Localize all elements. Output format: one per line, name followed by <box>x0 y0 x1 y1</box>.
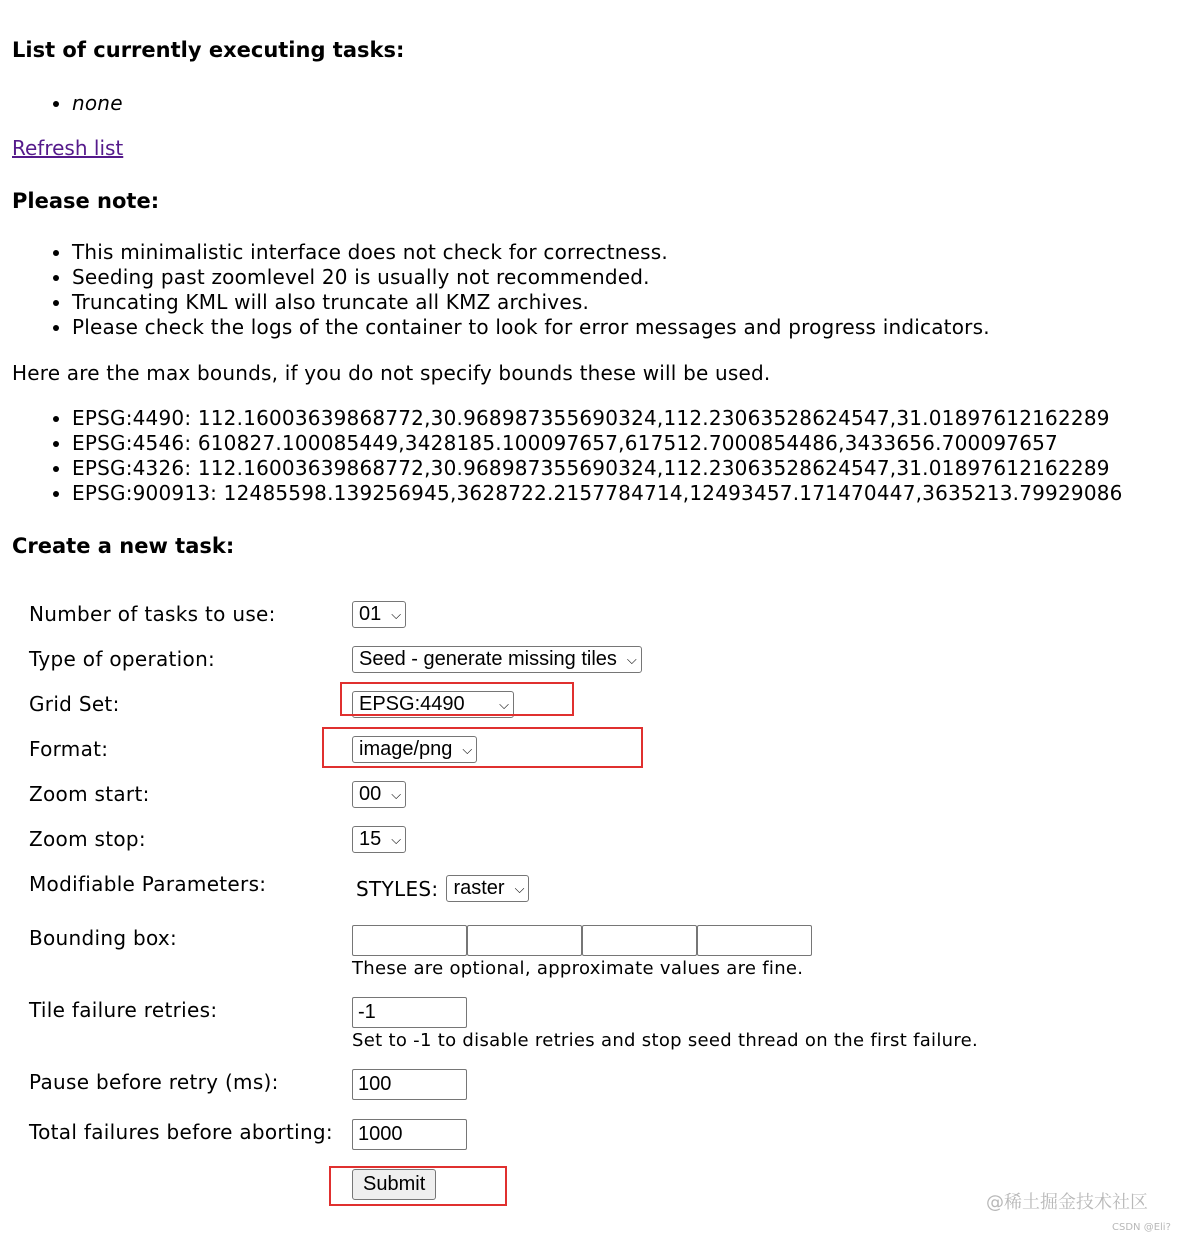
format-value: image/png <box>359 738 453 760</box>
format-label: Format: <box>29 737 109 761</box>
bbox-hint: These are optional, approximate values are fine. <box>352 958 804 979</box>
chevron-down-icon: ⌵ <box>391 831 402 847</box>
pause-input[interactable]: 100 <box>352 1069 467 1100</box>
gridset-value: EPSG:4490 <box>359 693 465 715</box>
bbox-label: Bounding box: <box>29 926 178 950</box>
submit-button[interactable]: Submit <box>352 1169 436 1200</box>
chevron-down-icon: ⌵ <box>391 606 402 622</box>
styles-select[interactable] <box>446 875 529 902</box>
zoom-start-label: Zoom start: <box>29 782 150 806</box>
styles-value: raster <box>453 877 505 899</box>
chevron-down-icon: ⌵ <box>626 651 637 667</box>
zoom-start-select[interactable] <box>352 781 406 808</box>
list-item: • Please check the logs of the container to look for error messages and progress indicators. <box>72 315 990 340</box>
create-heading: Create a new task: <box>12 534 235 558</box>
zoom-stop-value: 15 <box>359 828 382 850</box>
retries-label: Tile failure retries: <box>29 998 218 1022</box>
chevron-down-icon: ⌵ <box>499 696 509 712</box>
styles-label: STYLES: <box>356 876 439 901</box>
chevron-down-icon: ⌵ <box>514 880 525 896</box>
chevron-down-icon: ⌵ <box>391 786 402 802</box>
list-item: • EPSG:4546: 610827.100085449,3428185.100097657,617512.7000854486,3433656.700097657 <box>72 431 1123 456</box>
bbox-miny-input[interactable] <box>467 925 582 956</box>
list-item: • Truncating KML will also truncate all KMZ archives. <box>72 290 990 315</box>
operation-value: Seed - generate missing tiles <box>359 648 617 670</box>
highlight-gridset-box <box>340 682 574 716</box>
watermark-text: @稀土掘金技术社区 <box>986 1192 1148 1213</box>
total-failures-label: Total failures before aborting: <box>29 1120 333 1144</box>
list-item: • EPSG:4326: 112.16003639868772,30.968987355690324,112.23063528624547,31.01897612162289 <box>72 456 1123 481</box>
pause-label: Pause before retry (ms): <box>29 1070 279 1094</box>
total-failures-input[interactable]: 1000 <box>352 1119 467 1150</box>
bounds-list <box>12 406 1123 506</box>
retries-hint: Set to -1 to disable retries and stop seed thread on the first failure. <box>352 1030 979 1051</box>
notes-heading: Please note: <box>12 189 160 213</box>
chevron-down-icon: ⌵ <box>462 741 473 757</box>
gridset-label: Grid Set: <box>29 692 120 716</box>
highlight-format-box <box>322 727 643 768</box>
refresh-list-link[interactable]: Refresh list <box>12 136 124 160</box>
bounds-intro: Here are the max bounds, if you do not specify bounds these will be used. <box>12 361 771 385</box>
tasks-label: Number of tasks to use: <box>29 602 276 626</box>
notes-list <box>12 240 990 340</box>
list-item: • This minimalistic interface does not check for correctness. <box>72 240 990 265</box>
highlight-submit-box <box>329 1166 507 1206</box>
watermark-small-text: CSDN @Eli? <box>1112 1222 1171 1233</box>
tasks-select[interactable] <box>352 601 406 628</box>
executing-list <box>12 91 123 116</box>
tasks-value: 01 <box>359 603 382 625</box>
bbox-maxy-input[interactable] <box>697 925 812 956</box>
zoom-start-value: 00 <box>359 783 382 805</box>
list-item: • none <box>72 91 123 116</box>
list-item: • Seeding past zoomlevel 20 is usually not recommended. <box>72 265 990 290</box>
operation-label: Type of operation: <box>29 647 216 671</box>
bbox-maxx-input[interactable] <box>582 925 697 956</box>
list-item: • EPSG:900913: 12485598.139256945,3628722.2157784714,12493457.171470447,3635213.79929086 <box>72 481 1123 506</box>
executing-heading: List of currently executing tasks: <box>12 38 405 62</box>
bbox-minx-input[interactable] <box>352 925 467 956</box>
list-item: • EPSG:4490: 112.16003639868772,30.968987355690324,112.23063528624547,31.01897612162289 <box>72 406 1123 431</box>
operation-select[interactable] <box>352 646 642 673</box>
zoom-stop-label: Zoom stop: <box>29 827 146 851</box>
zoom-stop-select[interactable] <box>352 826 406 853</box>
retries-input[interactable]: -1 <box>352 997 467 1028</box>
modifiable-label: Modifiable Parameters: <box>29 872 267 896</box>
